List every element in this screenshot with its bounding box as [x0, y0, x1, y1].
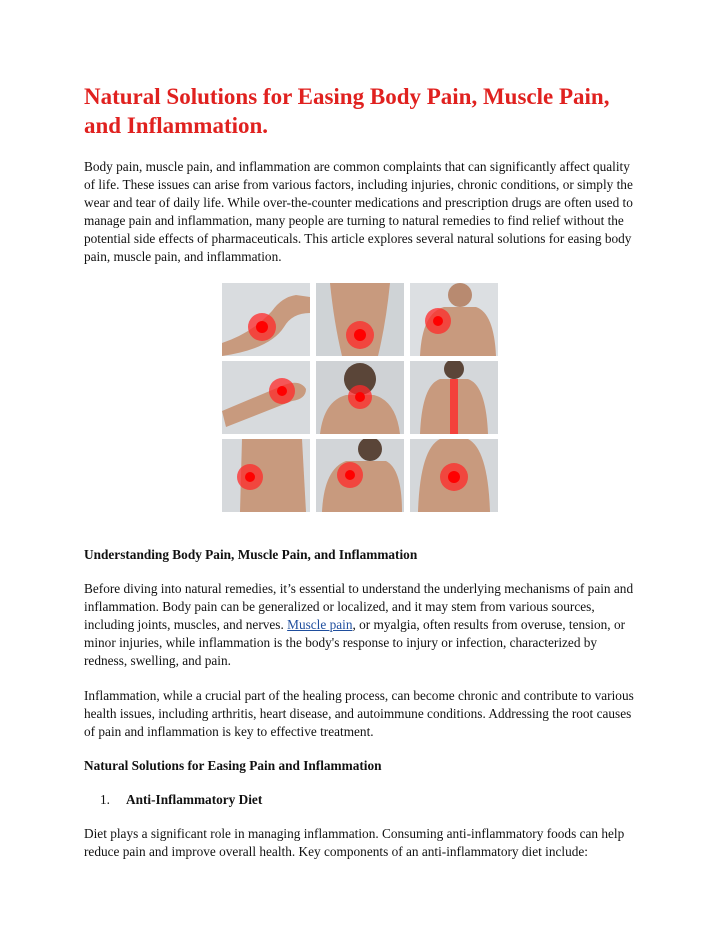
- elbow-pain-photo: [222, 283, 310, 356]
- section-heading-understanding: Understanding Body Pain, Muscle Pain, and Inflammation: [84, 547, 418, 562]
- wrist-pain-photo: [222, 361, 310, 434]
- solutions-list: [84, 791, 636, 809]
- spine-pain-photo: [410, 361, 498, 434]
- paragraph-text: Before diving into natural remedies, it’s essential to understand the underlying mechanisms of pain and inflammation. Body pain can be generalized or localized, and it may stem from various sources, including joints, muscles, and nerves.: [84, 581, 634, 632]
- mid-back-pain-photo: [410, 439, 498, 512]
- muscle-pain-link[interactable]: Muscle pain: [287, 617, 353, 632]
- list-item-number: 1.: [100, 792, 110, 807]
- intro-paragraph: Body pain, muscle pain, and inflammation are common complaints that can significantly affect quality of life. These issues can arise from various factors, including injuries, chronic conditions, or simply the wear and tear of daily life. While over-the-counter medications and prescription drugs are often used to manage pain and inflammation, many people are turning to natural remedies to find relief without the potential side effects of pharmaceuticals. This article explores several natural solutions for easing body pain, muscle pain, and inflammation.: [84, 159, 633, 264]
- paragraph-text: , or myalgia, often results from overuse, tension, or minor injuries, while inflammation is the body's response to injury or infection, characterized by redness, swelling, and pain.: [84, 617, 626, 668]
- upper-arm-pain-photo: [222, 439, 310, 512]
- document-page: [84, 82, 636, 861]
- section-heading-solutions: Natural Solutions for Easing Pain and Inflammation: [84, 758, 382, 773]
- understanding-paragraph-1: [84, 580, 636, 670]
- shoulder-pain-photo: [410, 283, 498, 356]
- neck-pain-photo: [316, 361, 404, 434]
- shoulder-blade-pain-photo: [316, 439, 404, 512]
- page-title: Natural Solutions for Easing Body Pain, Muscle Pain, and Inflammation.: [84, 84, 610, 138]
- list-item: [84, 791, 636, 809]
- list-item-label: Anti-Inflammatory Diet: [126, 792, 263, 807]
- body-pain-image-grid: [222, 283, 498, 513]
- lower-back-pain-photo: [316, 283, 404, 356]
- understanding-paragraph-2: Inflammation, while a crucial part of the healing process, can become chronic and contribute to various health issues, including arthritis, heart disease, and autoimmune conditions. Addressing the root causes of pain and inflammation is key to effective treatment.: [84, 688, 634, 739]
- diet-paragraph: Diet plays a significant role in managing inflammation. Consuming anti-inflammatory foods can help reduce pain and improve overall health. Key components of an anti-inflammatory diet include:: [84, 826, 625, 859]
